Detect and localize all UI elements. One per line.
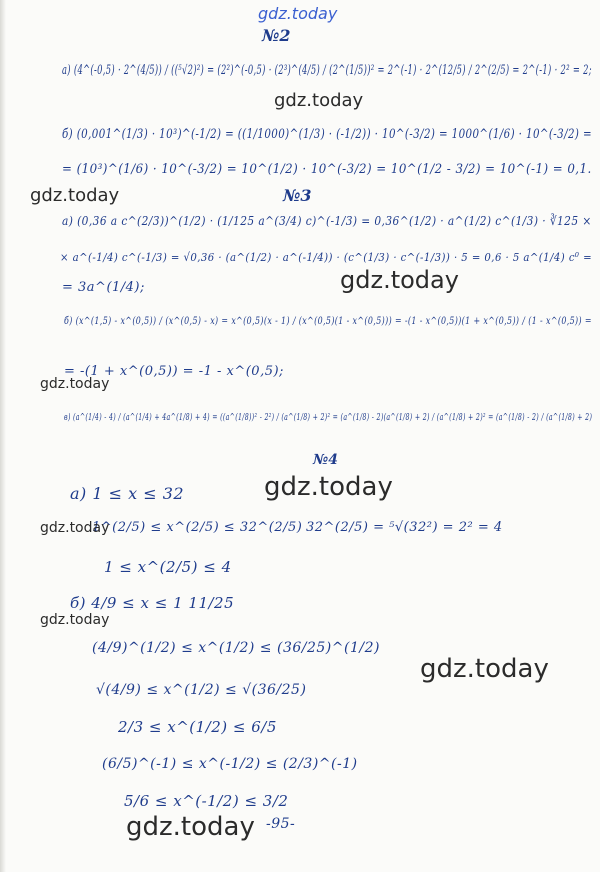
watermark: gdz.today	[264, 472, 393, 502]
line-4a-2-right: 32^(2/5) = ⁵√(32²) = 2² = 4	[306, 520, 503, 535]
watermark: gdz.today	[274, 90, 364, 111]
watermark: gdz.today	[30, 185, 120, 206]
line-2a: а) (4^(-0,5) · 2^(4/5)) / ((⁵√2)²) = (2²)^(-0,5) · (2³)^(4/5) / (2^(1/5))² = 2^(-1) · 2^(12/5) / 2^(2/5) = 2^(-1) · 2² = 2;	[62, 62, 592, 77]
watermark: gdz.today	[40, 376, 110, 392]
problem-number-3: №3	[283, 186, 312, 205]
line-3a-2: × a^(-1/4) c^(-1/3) = √0,36 · (a^(1/2) · a^(-1/4)) · (c^(1/3) · c^(-1/3)) · 5 = 0,6 · 5 a^(1/4) c⁰ =	[60, 250, 593, 264]
line-4b-5: (6/5)^(-1) ≤ x^(-1/2) ≤ (2/3)^(-1)	[102, 756, 358, 772]
watermark: gdz.today	[40, 612, 110, 628]
line-3a-3: = 3a^(1/4);	[62, 280, 145, 295]
line-3a-1: а) (0,36 a c^(2/3))^(1/2) · (1/125 a^(3/4) c)^(-1/3) = 0,36^(1/2) · a^(1/2) c^(1/3) · ∛125 ×	[62, 213, 592, 228]
problem-number-4: №4	[313, 452, 338, 468]
page-edge-shadow	[0, 0, 6, 872]
line-3b-1: б) (x^(1,5) - x^(0,5)) / (x^(0,5) - x) = x^(0,5)(x - 1) / (x^(0,5)(1 - x^(0,5))) = -(1 - x^(0,5))(1 + x^(0,5)) / (1 - x^(0,5)) =	[64, 316, 592, 327]
problem-number-2: №2	[262, 26, 291, 45]
line-4b-3: √(4/9) ≤ x^(1/2) ≤ √(36/25)	[96, 682, 307, 698]
line-4a-3: 1 ≤ x^(2/5) ≤ 4	[104, 558, 232, 576]
watermark: gdz.today	[340, 266, 459, 294]
watermark: gdz.today	[40, 520, 110, 536]
line-3b-2: = -(1 + x^(0,5)) = -1 - x^(0,5);	[64, 364, 284, 379]
line-2b-1: б) (0,001^(1/3) · 10³)^(-1/2) = ((1/1000)^(1/3) · (-1/2)) · 10^(-3/2) = 1000^(1/6) · 10^(-3/2) =	[62, 126, 593, 141]
line-4a-2: 1^(2/5) ≤ x^(2/5) ≤ 32^(2/5)	[92, 520, 303, 535]
page-number: -95-	[266, 816, 296, 832]
watermark: gdz.today	[420, 654, 549, 684]
line-4b-6: 5/6 ≤ x^(-1/2) ≤ 3/2	[124, 792, 289, 810]
line-3c: в) (a^(1/4) - 4) / (a^(1/4) + 4a^(1/8) + 4) = ((a^(1/8))² - 2²) / (a^(1/8) + 2)² = (a^(1/8) - 2)(a^(1/8) + 2) / (a^(1/8) + 2)² = (a^(1/8) - 2) / (a^(1/8) + 2)	[64, 412, 593, 423]
line-4a-1: а) 1 ≤ x ≤ 32	[70, 484, 185, 503]
line-2b-2: = (10³)^(1/6) · 10^(-3/2) = 10^(1/2) · 10^(-3/2) = 10^(1/2 - 3/2) = 10^(-1) = 0,1.	[62, 162, 592, 177]
line-4b-2: (4/9)^(1/2) ≤ x^(1/2) ≤ (36/25)^(1/2)	[92, 640, 380, 656]
watermark-top: gdz.today	[258, 4, 338, 23]
line-4b-4: 2/3 ≤ x^(1/2) ≤ 6/5	[118, 718, 277, 736]
watermark: gdz.today	[126, 812, 255, 842]
line-4b-1: б) 4/9 ≤ x ≤ 1 11/25	[70, 594, 235, 612]
